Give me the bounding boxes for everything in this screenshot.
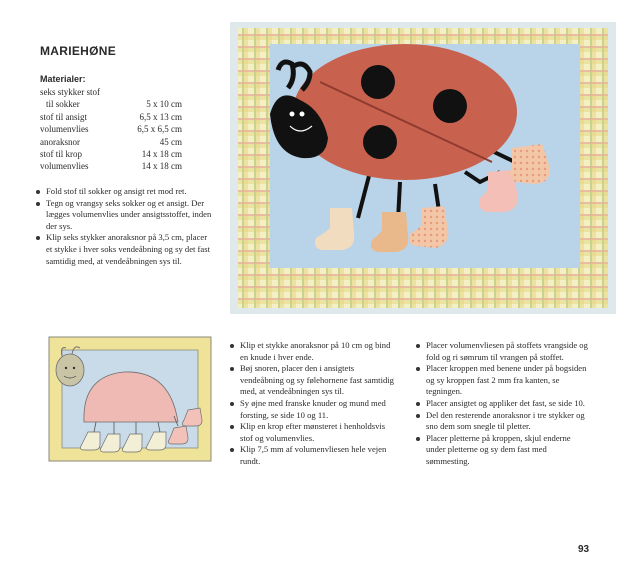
material-name: anoraksnor [40,136,80,147]
instruction-item: Placer kroppen med benene under på bogsiden og sy kroppen fast 2 mm fra kanten, se tegningen. [416,363,588,398]
instruction-item: Placer ansigtet og appliker det fast, se side 10. [416,398,588,410]
materials-heading: Materialer: [40,74,86,84]
ladybug-photo [230,22,616,314]
material-row [40,160,182,172]
materials-list [40,86,182,173]
material-amount: 45 cm [159,136,182,147]
material-row [40,123,182,135]
instruction-item: Klip et stykke anoraksnor på 10 cm og bind en knude i hver ende. [230,340,400,363]
material-name: volumenvlies [40,161,89,172]
material-amount: 14 x 18 cm [141,149,182,160]
material-amount: 14 x 18 cm [141,161,182,172]
pattern-drawing [48,336,212,462]
instruction-item: Bøj snoren, placer den i ansigtets vendeåbning og sy følehornene fast samtidig med, at vendeåbningen sys til. [230,363,400,398]
instruction-item: Sy øjne med franske knuder og mund med forsting, se side 10 og 11. [230,398,400,421]
instruction-item: Klip en krop efter mønsteret i henholdsvis stof og volumenvlies. [230,421,400,444]
instruction-item: Placer pletterne på kroppen, skjul enderne under pletterne og sy dem fast med sømmesting. [416,433,588,468]
material-name: volumenvlies [40,124,89,135]
instruction-item: Fold stof til sokker og ansigt ret mod ret. [36,186,214,198]
instruction-item: Klip 7,5 mm af volumenvliesen hele vejen rundt. [230,444,400,467]
instructions-column-3 [416,340,588,468]
instruction-item: Del den resterende anoraksnor i tre stykker og sno dem som snegle til pletter. [416,410,588,433]
instruction-item: Placer volumenvliesen på stoffets vrangside og fold og ri sømrum til vrangen på stoffet. [416,340,588,363]
material-row [40,86,182,98]
material-name: stof til krop [40,149,82,160]
instruction-item: Klip seks stykker anoraksnor på 3,5 cm, placer et stykke i hver soks vendeåbning og sy det fast samtidig med, at vendeåbningen sys til. [36,232,214,267]
material-row [40,111,182,123]
instructions-column-2 [230,340,400,468]
material-name: seks stykker stof [40,87,100,97]
material-amount: 6,5 x 6,5 cm [137,124,182,135]
instruction-item: Tegn og vrangsy seks sokker og et ansigt. Der lægges volumenvlies under ansigtsstoffet, inden der sys. [36,198,214,233]
page-title: MARIEHØNE [40,44,117,58]
material-row [40,136,182,148]
material-amount: 5 x 10 cm [146,99,182,110]
page-number: 93 [578,544,590,555]
material-amount: 6,5 x 13 cm [139,111,182,122]
material-row [40,148,182,160]
material-name: til sokker [46,99,80,110]
material-name: stof til ansigt [40,111,87,122]
material-row [40,98,182,110]
instructions-column-1 [36,186,214,267]
